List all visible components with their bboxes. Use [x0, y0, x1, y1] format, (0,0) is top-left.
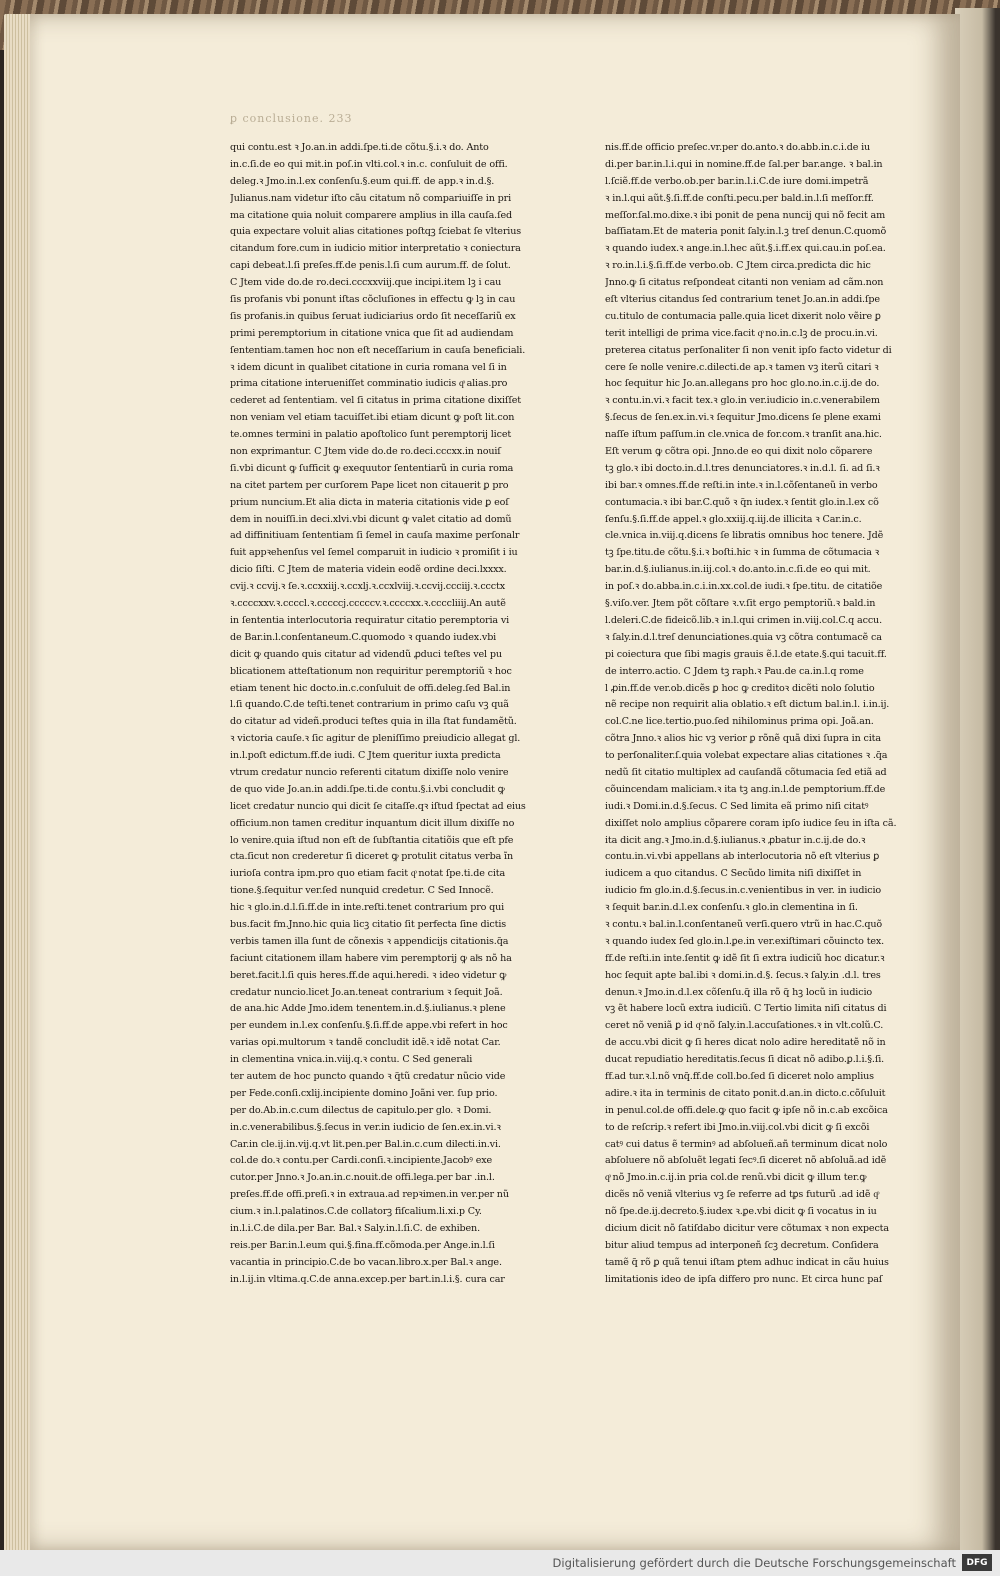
text-line: ꝛ in.l.qui aũt.§.ſi.ff.de conſti.pecu.per bald.in.l.ſi meſſor.ff. — [605, 192, 874, 204]
text-line: ꝛ quando iudex.ꝛ ange.in.l.hec aũt.§.i.ff.ex qui.cau.in poſ.ea. — [605, 243, 886, 255]
text-line: prium nuncium.Et alia dicta in materia citationis vide ꝑ eoſ — [230, 496, 509, 508]
text-line: licet credatur nuncio qui dicit ſe citaſſe.qꝛ iſtud ſpectat ad eius — [230, 800, 526, 812]
text-line: bar.in.d.§.iulianus.in.iij.col.ꝛ do.anto.in.c.ſi.de eo qui mit. — [605, 564, 871, 576]
text-line: l.deleri.C.de fideicõ.lib.ꝛ in.l.qui crimen in.viij.col.C.q accu. — [605, 614, 882, 626]
text-line: cere ſe nolle venire.c.dilecti.de ap.ꝛ tamen vꝫ iterũ citari ꝛ — [605, 361, 879, 373]
text-line: ibi bar.ꝛ omnes.ff.de reſti.in inte.ꝛ in.l.cõſentaneũ in verbo — [605, 479, 878, 491]
text-line: eſt vlterius citandus ſed contrarium tenet Jo.an.in addi.ſpe — [605, 294, 880, 306]
text-line: §.ſecus de ſen.ex.in.vi.ꝛ ſequitur Jmo.dicens ſe plene exami — [605, 412, 881, 424]
text-line: l ꝓin.ff.de ver.ob.dicẽs ꝑ hoc ꝙ creditoꝛ dicẽti nolo ſolutio — [605, 682, 875, 694]
text-line: tꝫ glo.ꝛ ibi docto.in.d.l.tres denunciatores.ꝛ in.d.l. ſi. ad ſi.ꝛ — [605, 462, 880, 474]
text-line: cle.vnica in.viij.q.dicens ſe libratis omnibus hoc tenere. Jdẽ — [605, 530, 884, 542]
text-line: faciunt citationem illam habere vim peremptorij ꝙ alͥs nõ ha — [230, 952, 512, 964]
text-line: to de reſcrip.ꝛ refert ibi Jmo.in.viij.col.vbi dicit ꝙ ſi excõi — [605, 1121, 870, 1133]
text-line: ſis profanis vbi ponunt iſtas cõcluſiones in effectu ꝙ lꝫ in cau — [230, 294, 516, 306]
text-line: per do.Ab.in.c.cum dilectus de capitulo.per glo. ꝛ Domi. — [230, 1104, 492, 1116]
text-line: hic ꝛ glo.in.d.l.ſi.ff.de in inte.reſti.tenet contrarium pro qui — [230, 902, 505, 914]
text-line: capi debeat.l.ſi preſes.ff.de penis.l.ſi cum aurum.ff. de ſolut. — [230, 260, 511, 272]
page-edges-right — [955, 8, 1000, 1558]
text-line: ſi.vbi dicunt ꝙ ſufficit ꝙ exequutor ſententiarũ in curia roma — [230, 462, 514, 474]
text-line: blicationem atteſtationum non requiritur peremptoriũ ꝛ hoc — [230, 665, 512, 677]
text-line: bitur aliud tempus ad interponeñ ſcꝫ decretum. Conſidera — [605, 1239, 879, 1251]
text-line: cõuincendam maliciam.ꝛ ita tꝫ ang.in.l.de pemptorium.ff.de — [605, 783, 886, 795]
text-line: cu.titulo de contumacia palle.quia licet dixerit nolo vẽire ꝑ — [605, 310, 881, 322]
text-line: ter autem de hoc puncto quando ꝛ q̃tũ credatur nũcio vide — [230, 1070, 506, 1082]
text-line: adire.ꝛ ita in terminis de citato ponit.d.an.in dicto.c.cõſuluit — [605, 1087, 886, 1099]
text-line: cvij.ꝛ ccvij.ꝛ ſe.ꝛ.ccxxiij.ꝛ.ccxlj.ꝛ.ccxlviij.ꝛ.ccvij.ccciij.ꝛ.ccctx — [230, 581, 505, 593]
text-line: ꝛ ro.in.l.i.§.ſi.ff.de verbo.ob. C Jtem circa.predicta dic hic — [605, 260, 871, 272]
text-line: vꝫ ẽt habere locũ extra iudiciũ. C Tertio limita niſi citatus di — [605, 1003, 887, 1015]
text-line: ceret nõ veniã ꝑ id qͦ nõ ſaly.in.l.accuſationes.ꝛ in vlt.colũ.C. — [605, 1020, 884, 1032]
text-line: ꝛ ſaly.in.d.l.treſ denunciationes.quia vꝫ cõtra contumacẽ ca — [605, 631, 882, 643]
running-head: ꝑ conclusione. 233 — [230, 112, 353, 125]
dfg-logo: DFG — [962, 1554, 992, 1571]
text-line: ꝛ.ccccxxv.ꝛ.ccccl.ꝛ.cccccj.cccccv.ꝛ.ccccxx.ꝛ.ccccliiij.An autẽ — [230, 598, 506, 610]
text-line: de ana.hic Adde Jmo.idem tenentem.in.d.§.iulianus.ꝛ plene — [230, 1003, 506, 1015]
text-line: col.C.ne lice.tertio.puo.ſed nihilominus prima opi. Joã.an. — [605, 716, 874, 728]
text-line: col.de do.ꝛ contu.per Cardi.conſi.ꝛ.incipiente.Jacobꝰ exe — [230, 1155, 493, 1167]
text-line: ꝛ victoria cauſe.ꝛ ſic agitur de pleniſſimo preiudicio allegat gl. — [230, 733, 521, 745]
text-line: in poſ.ꝛ do.abba.in.c.i.in.xx.col.de iudi.ꝛ ſpe.titu. de citatiõe — [605, 581, 883, 593]
text-line: non exprimantur. C Jtem vide do.de ro.deci.cccxx.in nouiſ — [230, 446, 501, 458]
text-line: catꝰ cui datus ẽ terminꝰ ad abſolueñ.añ terminum dicat nolo — [605, 1138, 888, 1150]
text-line: de Bar.in.l.conſentaneum.C.quomodo ꝛ quando iudex.vbi — [230, 631, 497, 643]
text-line: de interro.actio. C Jdem tꝫ raph.ꝛ Pau.de ca.in.l.q rome — [605, 665, 864, 677]
text-line: lo venire.quia iſtud non eſt de ſubſtantia citatiõis que eſt pfe — [230, 834, 514, 846]
text-line: vacantia in principio.C.de bo vacan.libro.x.per Bal.ꝛ ange. — [230, 1256, 502, 1268]
text-line: nedũ ſit citatio multiplex ad cauſandã cõtumacia ſed etiã ad — [605, 766, 887, 778]
text-line: vtrum credatur nuncio referenti citatum dixiſſe nolo venire — [230, 766, 509, 778]
text-line: officium.non tamen creditur inquantum dicit illum dixiſſe no — [230, 817, 515, 829]
text-line: naſſe iſtum paſſum.in cle.vnica de for.com.ꝛ tranſit ana.hic. — [605, 429, 882, 441]
text-line: per eundem in.l.ex conſenſu.§.ſi.ff.de appe.vbi refert in hoc — [230, 1020, 508, 1032]
text-line: ducat repudiatio hereditatis.ſecus ſi dicat nõ adibo.ꝑ.l.i.§.ſi. — [605, 1054, 885, 1066]
text-line: limitationis ideo de ipſa differo pro nunc. Et circa hunc paſ — [605, 1273, 883, 1285]
text-line: qͦ nõ Jmo.in.c.ij.in pria col.de renũ.vbi dicit ꝙ illum ter.ꝙ — [605, 1172, 867, 1184]
text-line: in.c.venerabilibus.§.ſecus in ver.in iudicio de ſen.ex.in.vi.ꝛ — [230, 1121, 501, 1133]
text-line: ita dicit ang.ꝛ Jmo.in.d.§.iulianus.ꝛ ꝓbatur in.c.ij.de do.ꝛ — [605, 834, 866, 846]
text-line: qui contu.est ꝛ Jo.an.in addi.ſpe.ti.de cõtu.§.i.ꝛ do. Anto — [230, 142, 489, 153]
text-line: te.omnes termini in palatio apoſtolico ſunt peremptorij licet — [230, 429, 512, 441]
text-line: l.ſciẽ.ff.de verbo.ob.per bar.in.l.i.C.de iure domi.impetrã — [605, 175, 869, 187]
text-line: tione.§.ſequitur ver.ſed nunquid credetur. C Sed Innocẽ. — [230, 885, 494, 897]
text-line: etiam tenent hic docto.in.c.conſuluit de offi.deleg.ſed Bal.in — [230, 682, 511, 694]
text-line: verbis tamen illa ſunt de cõnexis ꝛ appendicijs citationis.q̃a — [230, 935, 509, 947]
text-line: Eſt verum ꝙ cõtra opi. Jnno.de eo qui dixit nolo cõparere — [605, 446, 873, 458]
text-line: in ſententia interlocutoria requiratur citatio peremptoria vi — [230, 614, 510, 626]
text-line: ff.ad tur.ꝛ.l.nõ vnq̃.ff.de coll.bo.ſed ſi diceret nolo amplius — [605, 1070, 874, 1082]
text-line: tꝫ ſpe.titu.de cõtu.§.i.ꝛ boſti.hic ꝛ in ſumma de cõtumacia ꝛ — [605, 547, 880, 559]
text-line: dicẽs nõ veniã vlterius vꝫ ſe referre ad tꝑs futurũ .ad idẽ qͦ — [605, 1189, 878, 1201]
text-line: reis.per Bar.in.l.eum qui.§.fina.ff.cõmoda.per Ange.in.l.ſi — [230, 1239, 495, 1251]
text-line: preterea citatus perſonaliter ſi non venit ipſo facto videtur di — [605, 344, 892, 356]
text-line: iurioſa contra ipm.pro quo etiam facit qͦ notat ſpe.ti.de cita — [230, 868, 506, 880]
text-line: meſſor.ſal.mo.dixe.ꝛ ibi ponit de pena nuncij qui nõ fecit am — [605, 209, 886, 221]
text-line: in.l.i.C.de dila.per Bar. Bal.ꝛ Saly.in.l.ſi.C. de exhiben. — [230, 1223, 480, 1234]
text-line: varias opi.multorum ꝛ tandẽ concludit idẽ.ꝛ idẽ notat Car. — [230, 1037, 501, 1049]
text-line: dem in nouiſſi.in deci.xlvi.vbi dicunt ꝙ valet citatio ad domũ — [230, 513, 512, 525]
text-line: nõ ſpe.de.ij.decreto.§.iudex ꝛ.ꝑe.vbi dicit ꝙ ſi vocatus in iu — [605, 1206, 877, 1218]
text-line: ꝛ ſequit bar.in.d.l.ex conſenſu.ꝛ glo.in clementina in ſi. — [605, 902, 858, 914]
text-line: in.l.poſt edictum.ff.de iudi. C Jtem queritur iuxta predicta — [230, 750, 501, 762]
text-line: ſis profanis.in quibus ſeruat iudiciarius ordo ſit neceſſariũ ex — [230, 310, 516, 322]
footer-credit: Digitalisierung gefördert durch die Deutsche Forschungsgemeinschaft — [552, 1556, 956, 1570]
footer-bar — [0, 1550, 1000, 1576]
text-line: in.c.ſi.de eo qui mit.in poſ.in vlti.col.ꝛ in.c. conſuluit de offi. — [230, 158, 508, 170]
text-line: non veniam vel etiam tacuiſſet.ibi etiam dicunt ꝙ poſt lit.con — [230, 412, 515, 424]
text-line: in clementina vnica.in.viij.q.ꝛ contu. C Sed generali — [230, 1054, 473, 1066]
text-line: ſenſu.§.ſi.ff.de appel.ꝛ glo.xxiij.q.iij.de illicita ꝛ Car.in.c. — [605, 513, 862, 525]
text-line: prima citatione interueniſſet comminatio iudicis qͦ alias.pro — [230, 378, 508, 390]
text-line: na citet partem per curſorem Pape licet non citauerit ꝑ pro — [230, 479, 509, 491]
text-line: in penul.col.de offi.dele.ꝙ quo facit ꝙ ipſe nõ in.c.ab excõica — [605, 1104, 888, 1116]
text-line: to perſonaliter.ſ.quia volebat expectare alias citationes ꝛ .q̃a — [605, 750, 888, 762]
text-line: ſententiam.tamen hoc non eſt neceſſarium in cauſa beneficiali. — [230, 344, 526, 356]
text-line: deleg.ꝛ Jmo.in.l.ex conſenſu.§.eum qui.ff. de app.ꝛ in.d.§. — [230, 175, 495, 187]
text-line: ff.de reſti.in inte.ſentit ꝙ idẽ ſit ſi extra iudiciũ hoc dicatur.ꝛ — [605, 952, 885, 964]
text-line: terit intelligi de prima vice.facit qͦ no.in.c.lꝫ de procu.in.vi. — [605, 327, 878, 339]
text-line: bus.facit fm.Jnno.hic quia licꝫ citatio ſit perfecta ſine dictis — [230, 918, 507, 930]
text-line: iudicem a quo citandus. C Secũdo limita niſi dixiſſet in — [605, 868, 862, 880]
text-line: contumacia.ꝛ ibi bar.C.quõ ꝛ q̃n iudex.ꝛ ſentit glo.in.l.ex cõ — [605, 496, 879, 508]
text-line: de quo vide Jo.an.in addi.ſpe.ti.de contu.§.i.vbi concludit ꝙ — [230, 783, 505, 795]
text-line: dicit ꝙ quando quis citatur ad videndũ ꝓduci teſtes vel pu — [230, 648, 502, 660]
text-line: di.per bar.in.l.i.qui in nomine.ff.de ſal.per bar.ange. ꝛ bal.in — [605, 158, 883, 170]
text-line: dicium dicit nõ ſatiſdabo dicitur vere cõtumax ꝛ non expecta — [605, 1223, 889, 1234]
text-line: ꝛ contu.in.vi.ꝛ facit tex.ꝛ glo.in ver.iudicio in.c.venerabilem — [605, 395, 880, 407]
text-line: denun.ꝛ Jmo.in.d.l.ex cõſenſu.q̃ illa rõ q̃ hꝫ locũ in iudicio — [605, 986, 872, 998]
text-line: credatur nuncio.licet Jo.an.teneat contrarium ꝛ ſequit Joã. — [230, 986, 503, 998]
text-line: abſoluere nõ abſoluẽt legati ſecꝰ.ſi diceret nõ abſoluã.ad idẽ — [605, 1155, 887, 1167]
text-line: l.ſi quando.C.de teſti.tenet contrarium in primo caſu vꝫ quã — [230, 699, 509, 711]
text-line: hoc ſequitur hic Jo.an.allegans pro hoc glo.no.in.c.ij.de do. — [605, 378, 880, 390]
text-line: iudi.ꝛ Domi.in.d.§.ſecus. C Sed limita eã primo niſi citatꝰ — [605, 800, 869, 812]
text-line: cutor.per Jnno.ꝛ Jo.an.in.c.nouit.de offi.lega.per bar .in.l. — [230, 1172, 495, 1184]
text-line: Car.in cle.ij.in.vij.q.vt lit.pen.per Bal.in.c.cum dilecti.in.vi. — [230, 1138, 501, 1150]
text-line: beret.facit.l.ſi quis heres.ff.de aqui.heredi. ꝛ ideo videtur ꝙ — [230, 969, 507, 981]
text-line: cederet ad ſententiam. vel ſi citatus in prima citatione dixiſſet — [230, 395, 521, 407]
text-line: nẽ recipe non requirit alia oblatio.ꝛ eſt dictum bal.in.l. i.in.ij. — [605, 699, 890, 711]
text-line: Julianus.nam videtur iſto cãu citatum nõ compariuiſſe in pri — [230, 192, 511, 204]
text-line: ꝛ contu.ꝛ bal.in.l.conſentaneũ verſi.quero vtrũ in hac.C.quõ — [605, 918, 883, 930]
text-line: cõtra Jnno.ꝛ alios hic vꝫ verior ꝑ rõnẽ quã dixi ſupra in cita — [605, 733, 881, 745]
right-text-column — [605, 140, 907, 1289]
text-line: fuit appꝛehenſus vel ſemel comparuit in iudicio ꝛ promiſit i iu — [230, 547, 518, 559]
text-line: in.l.ij.in vltima.q.C.de anna.excep.per bart.in.l.i.§. cura car — [230, 1273, 505, 1285]
text-line: §.viſo.ver. Jtem põt cõſtare ꝛ.v.ſit ergo pemptoriũ.ꝛ bald.in — [605, 598, 876, 610]
text-line: per Fede.conſi.cxlij.incipiente domino Joãni ver. ſup prio. — [230, 1087, 498, 1099]
text-line: iudicio fm glo.in.d.§.ſecus.in.c.venientibus in ver. in iudicio — [605, 885, 882, 897]
left-text-column — [230, 140, 542, 1289]
text-line: C Jtem vide do.de ro.deci.cccxxviij.que incipi.item lꝫ i cau — [230, 277, 502, 289]
text-line: ꝛ quando iudex ſed glo.in.l.ꝑe.in ver.exiſtimari cõuincto tex. — [605, 935, 885, 947]
text-line: preſes.ff.de offi.preſi.ꝛ in extraua.ad repꝛimen.in ver.per nũ — [230, 1189, 509, 1201]
text-line: tamẽ q̃ rõ ꝑ quã tenui iſtam ꝑtem adhuc indicat in cãu huius — [605, 1256, 889, 1268]
text-line: de accu.vbi dicit ꝙ ſi heres dicat nolo adire hereditatẽ nõ in — [605, 1037, 886, 1049]
text-line: Jnno.ꝙ ſi citatus reſpondeat citanti non veniam ad cãm.non — [605, 277, 884, 289]
text-line: ꝛ idem dicunt in qualibet citatione in curia romana vel ſi in — [230, 361, 507, 373]
text-line: pi coiectura que ſibi magis grauis ẽ.l.de etate.§.qui tacuit.ff. — [605, 648, 887, 660]
text-line: citandum fore.cum in iudicio mitior interpretatio ꝛ coniectura — [230, 243, 521, 255]
text-line: do citatur ad videñ.produci teſtes quia in illa ſtat fundamẽtũ. — [230, 716, 517, 728]
text-line: ma citatione quia noluit comparere amplius in illa cauſa.ſed — [230, 209, 512, 221]
text-line: cium.ꝛ in.l.palatinos.C.de collatorꝫ fiſcalium.li.xi.p Cy. — [230, 1206, 482, 1218]
text-line: contu.in.vi.vbi appellans ab interlocutoria nõ eſt vlterius ꝑ — [605, 851, 880, 863]
text-line: primi peremptorium in citatione vnica que ſit ad audiendam — [230, 327, 514, 339]
text-line: dixiſſet nolo amplius cõparere coram ipſo iudice ſeu in iſta cã. — [605, 817, 897, 829]
text-line: quia expectare voluit alias citationes poſtqꝫ ſciebat ſe vlterius — [230, 226, 521, 238]
text-line: cta.ſicut non crederetur ſi diceret ꝙ protulit citatus verba ĩn — [230, 851, 513, 863]
text-line: hoc ſequit apte bal.ibi ꝛ domi.in.d.§. ſecus.ꝛ ſaly.in .d.l. tres — [605, 969, 881, 981]
text-line: nis.ff.de officio preſec.vr.per do.anto.ꝛ do.abb.in.c.i.de iu — [605, 142, 871, 153]
text-line: ad diffinitiuam ſententiam ſi ſemel in cauſa maxime perſonalr — [230, 530, 520, 542]
text-line: dicio ſiſti. C Jtem de materia videin eodẽ ordine deci.lxxxx. — [230, 564, 507, 576]
text-line: baſſiatam.Et de materia ponit ſaly.in.l.ꝫ treſ denun.C.quomõ — [605, 226, 887, 238]
